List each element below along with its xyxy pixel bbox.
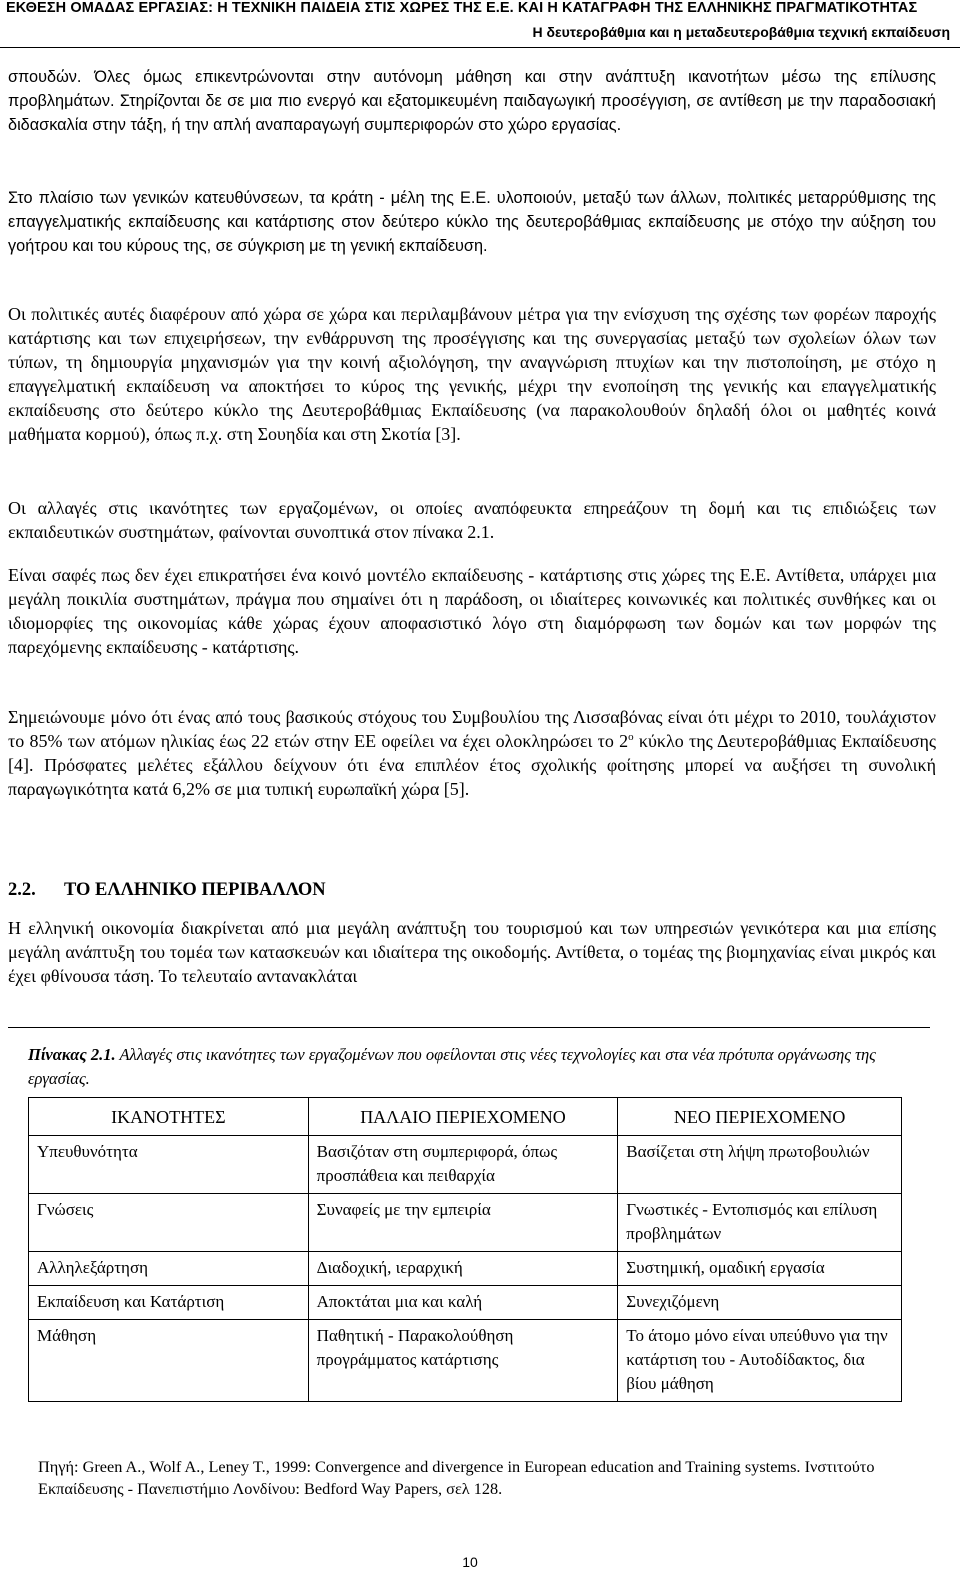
column-header-new-content: ΝΕΟ ΠΕΡΙΕΧΟΜΕΝΟ [618, 1098, 902, 1136]
table-row [29, 1194, 902, 1252]
section-number: 2.2. [8, 880, 36, 900]
paragraph-6-part-2: κύκλο της Δευτεροβάθμιας Εκπαίδευσης [4]. Πρόσφατες μελέτες εξάλλου δείχνουν ότι ένα επιπλέον έτος σχολικής φοίτησης μπορεί να αυξήσει τη συνολική παραγωγικότητα κατά 6,2% σε μια τυπική ευρωπαϊκή χώρα [5]. [8, 731, 936, 799]
running-header-subtitle: Η δευτεροβάθμια και η μεταδευτεροβάθμια τεχνική εκπαίδευση [532, 24, 950, 40]
table-cell: Γνώσεις [29, 1194, 309, 1252]
running-header-title: ΕΚΘΕΣΗ ΟΜΑΔΑΣ ΕΡΓΑΣΙΑΣ: Η ΤΕΧΝΙΚΗ ΠΑΙΔΕΙΑ ΣΤΙΣ ΧΩΡΕΣ ΤΗΣ Ε.Ε. ΚΑΙ Η ΚΑΤΑΓΡΑΦΗ ΤΗΣ ΕΛΛΗΝΙΚΗΣ ΠΡΑΓΜΑΤΙΚΟΤΗΤΑΣ [6, 0, 918, 16]
table-cell: Αλληλεξάρτηση [29, 1252, 309, 1286]
table-cell: Μάθηση [29, 1320, 309, 1402]
table-cell: Γνωστικές - Εντοπισμός και επίλυση προβλημάτων [618, 1194, 902, 1252]
table-header-row [29, 1098, 902, 1136]
ordinal-superscript: ο [628, 731, 634, 743]
table-row [29, 1136, 902, 1194]
table-caption-text: Αλλαγές στις ικανότητες των εργαζομένων που οφείλονται στις νέες τεχνολογίες και στα νέα πρότυπα οργάνωσης της εργασίας. [28, 1045, 876, 1088]
column-header-old-content: ΠΑΛΑΙΟ ΠΕΡΙΕΧΟΜΕΝΟ [308, 1098, 618, 1136]
paragraph-2: Στο πλαίσιο των γενικών κατευθύνσεων, τα κράτη - μέλη της Ε.Ε. υλοποιούν, μεταξύ των άλλων, πολιτικές μεταρρύθμισης της επαγγελματικής εκπαίδευσης και κατάρτισης στον δεύτερο κύκλο της δευτεροβάθμιας εκπαίδευσης με στόχο την αύξηση του γοήτρου και του κύρους της, σε σύγκριση με τη γενική εκπαίδευση. [8, 189, 936, 255]
table-row [29, 1252, 902, 1286]
page-number: 10 [462, 1554, 478, 1570]
table-cell: Υπευθυνότητα [29, 1136, 309, 1194]
section-heading [8, 880, 326, 901]
paragraph-3: Οι πολιτικές αυτές διαφέρουν από χώρα σε χώρα και περιλαμβάνουν μέτρα για την ενίσχυση της σχέσης των φορέων παροχής κατάρτισης και των επιχειρήσεων, την ενθάρρυνση της προσέγγισης και της συνεργασίας μεταξύ των σχολείων όλων των τύπων, τη δημιουργία μηχανισμών για την κοινή αξιολόγηση, την αναγνώριση πτυχίων και την πιστοποίηση, με στόχο η επαγγελματική εκπαίδευση να αποκτήσει το κύρος της γενικής, μέχρι την ενοποίηση της γενικής και επαγγελματικής εκπαίδευσης στο δεύτερο κύκλο της Δευτεροβάθμιας Εκπαίδευσης (να παρακολουθούν δηλαδή όλοι οι μαθητές κοινά μαθήματα κορμού), όπως π.χ. στη Σουηδία και στη Σκοτία [3]. [8, 304, 936, 444]
paragraph-1: σπουδών. Όλες όμως επικεντρώνονται στην αυτόνομη μάθηση και στην ανάπτυξη ικανοτήτων μέσω της επίλυσης προβλημάτων. Στηρίζονται δε σε μια πιο ενεργό και εξατομικευμένη παιδαγωγική προσέγγιση, σε αντίθεση με την παραδοσιακή διδασκαλία στην τάξη, ή την απλή αναπαραγωγή συμπεριφορών στο χώρο εργασίας. [8, 68, 936, 134]
table-cell: Συναφείς με την εμπειρία [308, 1194, 618, 1252]
table-cell: Συστημική, ομαδική εργασία [618, 1252, 902, 1286]
table-caption [28, 1043, 928, 1091]
table-cell: Βασίζεται στη λήψη πρωτοβουλιών [618, 1136, 902, 1194]
table-caption-label: Πίνακας 2.1. [28, 1045, 116, 1064]
section-title: ΤΟ ΕΛΛΗΝΙΚΟ ΠΕΡΙΒΑΛΛΟΝ [64, 880, 326, 900]
skills-comparison-table [28, 1097, 902, 1402]
table-cell: Βασιζόταν στη συμπεριφορά, όπως προσπάθεια και πειθαρχία [308, 1136, 618, 1194]
column-header-skills: ΙΚΑΝΟΤΗΤΕΣ [29, 1098, 309, 1136]
paragraph-7: Η ελληνική οικονομία διακρίνεται από μια μεγάλη ανάπτυξη του τουρισμού και των υπηρεσιών γενικότερα και μια επίσης μεγάλη ανάπτυξη του τομέα των κατασκευών και ιδιαίτερα της οικοδομής. Αντίθετα, ο τομέας της βιομηχανίας είναι μικρός και έχει φθίνουσα τάση. Το τελευταίο αντανακλάται [8, 918, 936, 986]
table-cell: Παθητική - Παρακολούθηση προγράμματος κατάρτισης [308, 1320, 618, 1402]
table-row [29, 1320, 902, 1402]
table-separator-rule [8, 1027, 930, 1028]
table-source-note: Πηγή: Green A., Wolf A., Leney T., 1999: Convergence and divergence in European education and Training systems. Ινστιτούτο Εκπαίδευσης - Πανεπιστήμιο Λονδίνου: Bedford Way Papers, σελ 128. [38, 1457, 875, 1498]
table-cell: Συνεχιζόμενη [618, 1286, 902, 1320]
table-row [29, 1286, 902, 1320]
paragraph-6 [8, 705, 936, 801]
header-divider [0, 47, 960, 48]
table-cell: Το άτομο μόνο είναι υπεύθυνο για την κατάρτιση του - Αυτοδίδακτος, δια βίου μάθηση [618, 1320, 902, 1402]
table-cell: Διαδοχική, ιεραρχική [308, 1252, 618, 1286]
paragraph-6-part-1: Σημειώνουμε μόνο ότι ένας από τους βασικούς στόχους του Συμβουλίου της Λισσαβόνας είναι ότι μέχρι το 2010, τουλάχιστον το 85% των ατόμων ηλικίας έως 22 ετών στην ΕΕ οφείλει να έχει ολοκληρώσει το 2 [8, 707, 936, 751]
paragraph-4: Οι αλλαγές στις ικανότητες των εργαζομένων, οι οποίες αναπόφευκτα επηρεάζουν τη δομή και τις επιδιώξεις των εκπαιδευτικών συστημάτων, φαίνονται συνοπτικά στον πίνακα 2.1. [8, 498, 936, 542]
table-cell: Εκπαίδευση και Κατάρτιση [29, 1286, 309, 1320]
table-cell: Αποκτάται μια και καλή [308, 1286, 618, 1320]
paragraph-5: Είναι σαφές πως δεν έχει επικρατήσει ένα κοινό μοντέλο εκπαίδευσης - κατάρτισης στις χώρες της Ε.Ε. Αντίθετα, υπάρχει μια μεγάλη ποικιλία συστημάτων, πράγμα που σημαίνει ότι η παράδοση, οι ιδιαίτερες κοινωνικές και πολιτικές συνθήκες και οι ιδιομορφίες της οικονομίας κάθε χώρας έχουν αποφασιστικό λόγο στη διαμόρφωση των δομών και των μορφών της παρεχόμενης εκπαίδευσης - κατάρτισης. [8, 565, 936, 657]
